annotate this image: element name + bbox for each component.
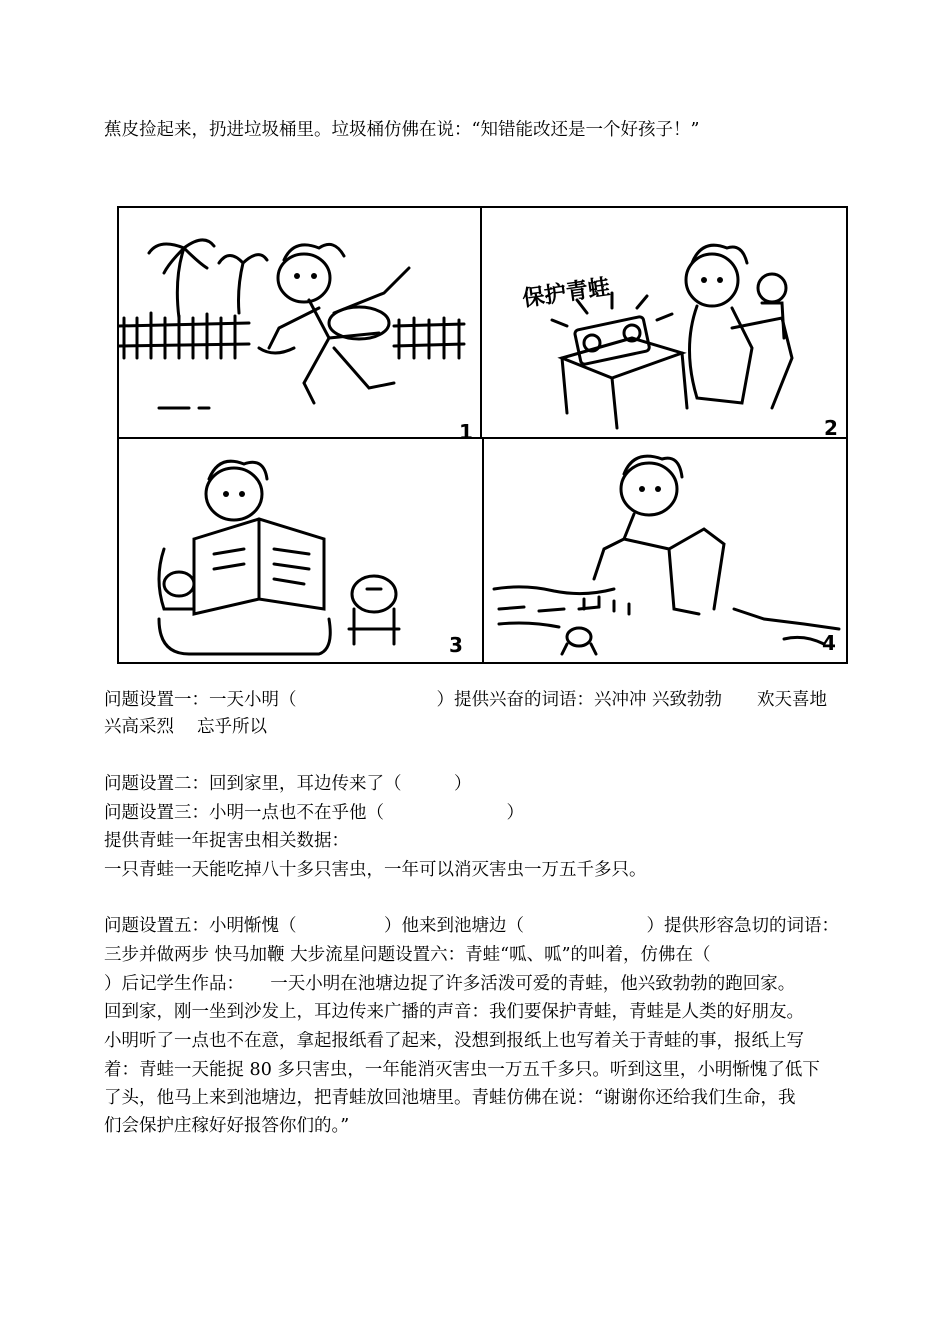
- text-line-8: 问题设置五：小明惭愧（ ）他来到池塘边（ ）提供形容急切的词语：: [104, 916, 839, 936]
- text-line-2: 问题设置一：一天小明（ ）提供兴奋的词语：兴冲冲 兴致勃勃 欢天喜地: [104, 690, 828, 710]
- text-line-7: 一只青蛙一天能吃掉八十多只害虫，一年可以消灭害虫一万五千多只。: [104, 860, 647, 880]
- comic-strip: [117, 206, 848, 664]
- text-line-1: 蕉皮捡起来，扔进垃圾桶里。垃圾桶仿佛在说：“知错能改还是一个好孩子！”: [104, 120, 700, 140]
- panel-1-illustration: [119, 208, 480, 437]
- text-line-15: 们会保护庄稼好好报答你们的。”: [104, 1116, 350, 1136]
- comic-panel-4: [484, 439, 848, 664]
- panel-4-illustration: [484, 439, 848, 664]
- text-line-9: 三步并做两步 快马加鞭 大步流星问题设置六：青蛙“呱、呱”的叫着，仿佛在（: [104, 945, 711, 965]
- text-line-3: 兴高采烈 忘乎所以: [104, 717, 268, 737]
- panel-2-illustration: [482, 208, 848, 437]
- panel-1-number: 1: [459, 420, 473, 444]
- panel-3-number: 3: [449, 633, 463, 657]
- comic-panel-3: [119, 439, 482, 664]
- text-line-4: 问题设置二：回到家里，耳边传来了（ ）: [104, 774, 472, 794]
- panel-3-illustration: [119, 439, 482, 664]
- text-line-6: 提供青蛙一年捉害虫相关数据：: [104, 831, 349, 851]
- text-line-14: 了头，他马上来到池塘边，把青蛙放回池塘里。青蛙仿佛在说：“谢谢你还给我们生命，我: [104, 1088, 796, 1108]
- text-line-12: 小明听了一点也不在意，拿起报纸看了起来，没想到报纸上也写着关于青蛙的事，报纸上写: [104, 1031, 804, 1051]
- comic-panel-2: [482, 208, 848, 440]
- text-line-13: 着：青蛙一天能捉 80 多只害虫，一年能消灭害虫一万五千多只。听到这里，小明惭愧了低下: [104, 1060, 820, 1080]
- text-line-10: ）后记学生作品： 一天小明在池塘边捉了许多活泼可爱的青蛙，他兴致勃勃的跑回家。: [104, 974, 796, 994]
- comic-panel-1: [119, 208, 480, 444]
- panel-2-number: 2: [824, 416, 838, 440]
- text-line-11: 回到家，刚一坐到沙发上，耳边传来广播的声音：我们要保护青蛙，青蛙是人类的好朋友。: [104, 1002, 804, 1022]
- panel-4-number: 4: [822, 631, 836, 655]
- text-line-5: 问题设置三：小明一点也不在乎他（ ）: [104, 803, 524, 823]
- panel-2-sign: 保护青蛙: [520, 273, 612, 312]
